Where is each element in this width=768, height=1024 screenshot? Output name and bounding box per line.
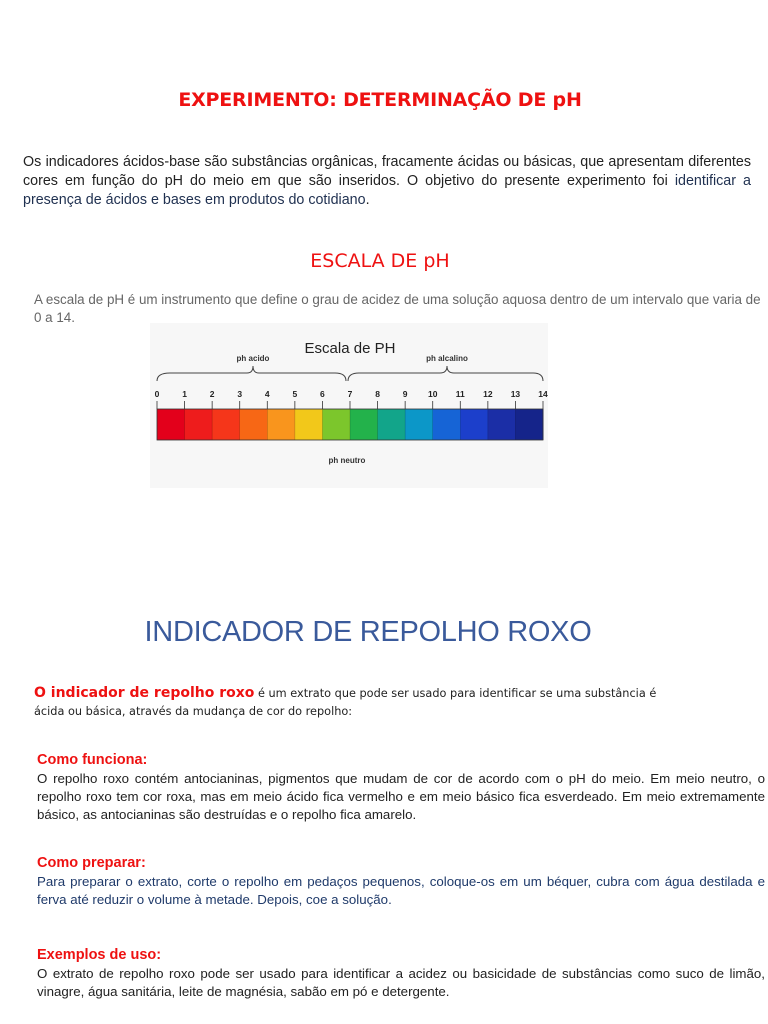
ph-color-segment bbox=[295, 409, 323, 440]
intro-rest-1: é um extrato que pode ser usado para identificar se uma substância é bbox=[254, 687, 657, 700]
neutral-label: ph neutro bbox=[328, 456, 366, 465]
ph-tick-label: 3 bbox=[237, 389, 243, 399]
intro-paragraph bbox=[23, 153, 751, 210]
intro-objective: identificar a presença de ácidos e bases em produtos do cotidiano bbox=[23, 173, 751, 208]
ph-tick-label: 6 bbox=[320, 389, 325, 399]
intro-line-1 bbox=[34, 684, 724, 703]
ph-scale-graphic bbox=[150, 323, 548, 488]
page-title: EXPERIMENTO: DETERMINAÇÃO DE pH bbox=[178, 89, 582, 111]
ph-tick-label: 14 bbox=[538, 389, 548, 399]
how-to-prepare-body: Para preparar o extrato, corte o repolho em pedaços pequenos, coloque-os em um béquer, cubra com água destilada e ferva até reduzir o volume à metade. Depois, coe a solução. bbox=[37, 874, 765, 907]
ph-color-segment bbox=[185, 409, 213, 440]
ph-tick-label: 1 bbox=[182, 389, 187, 399]
ph-tick-label: 12 bbox=[483, 389, 493, 399]
ph-color-segment bbox=[488, 409, 516, 440]
usage-examples-body: O extrato de repolho roxo pode ser usado para identificar a acidez ou basicidade de substâncias como suco de limão, vinagre, água sanitária, leite de magnésia, sabão em pó e detergente. bbox=[37, 966, 765, 999]
ph-color-segment bbox=[157, 409, 185, 440]
intro-text: Os indicadores ácidos-base são substâncias orgânicas, fracamente ácidas ou básicas, que apresentam diferentes cores em função do pH do meio em que são inseridos. O objetivo do presente experimento foi bbox=[23, 154, 751, 189]
ph-scale-heading: ESCALA DE pH bbox=[310, 250, 450, 272]
intro-lead: O indicador de repolho roxo bbox=[34, 685, 255, 701]
ph-color-segment bbox=[378, 409, 406, 440]
ph-color-segment bbox=[240, 409, 268, 440]
how-it-works-body: O repolho roxo contém antocianinas, pigmentos que mudam de cor de acordo com o pH do meio. Em meio neutro, o repolho roxo tem cor roxa, mas em meio ácido fica vermelho e em meio básico fica esverdeado. Em meio extremamente básico, as antocianinas são destruídas e o repolho fica amarelo. bbox=[37, 771, 765, 822]
ph-color-segment bbox=[515, 409, 543, 440]
ph-tick-label: 2 bbox=[209, 389, 215, 399]
ph-tick-label: 7 bbox=[347, 389, 353, 399]
ph-tick-label: 0 bbox=[154, 389, 160, 399]
how-to-prepare-heading: Como preparar: bbox=[37, 855, 146, 871]
ph-tick-label: 8 bbox=[375, 389, 380, 399]
usage-examples-heading: Exemplos de uso: bbox=[37, 947, 162, 963]
ph-tick-label: 10 bbox=[427, 389, 438, 399]
ph-color-segment bbox=[350, 409, 378, 440]
figure-title: Escala de PH bbox=[304, 340, 396, 357]
ph-tick-label: 11 bbox=[455, 389, 465, 399]
ph-color-segment bbox=[433, 409, 461, 440]
ph-color-segment bbox=[212, 409, 240, 440]
ph-color-segment bbox=[322, 409, 350, 440]
cabbage-indicator-intro bbox=[34, 684, 724, 721]
intro-line-2: ácida ou básica, através da mudança de cor do repolho: bbox=[34, 705, 353, 718]
cabbage-indicator-heading: INDICADOR DE REPOLHO ROXO bbox=[144, 616, 592, 648]
ph-color-segment bbox=[460, 409, 488, 440]
alkaline-label: ph alcalino bbox=[426, 354, 468, 363]
ph-scale-figure bbox=[150, 323, 548, 488]
ph-color-segment bbox=[267, 409, 295, 440]
intro-end: . bbox=[365, 192, 370, 208]
ph-tick-label: 13 bbox=[510, 389, 521, 399]
ph-tick-label: 9 bbox=[402, 389, 408, 399]
ph-scale-description: A escala de pH é um instrumento que define o grau de acidez de uma solução aquosa dentro de um intervalo que varia de 0 a 14. bbox=[34, 292, 761, 325]
how-it-works-heading: Como funciona: bbox=[37, 752, 148, 768]
ph-color-segment bbox=[405, 409, 433, 440]
ph-tick-label: 5 bbox=[292, 389, 298, 399]
ph-tick-label: 4 bbox=[264, 389, 270, 399]
acid-label: ph acido bbox=[236, 354, 270, 363]
